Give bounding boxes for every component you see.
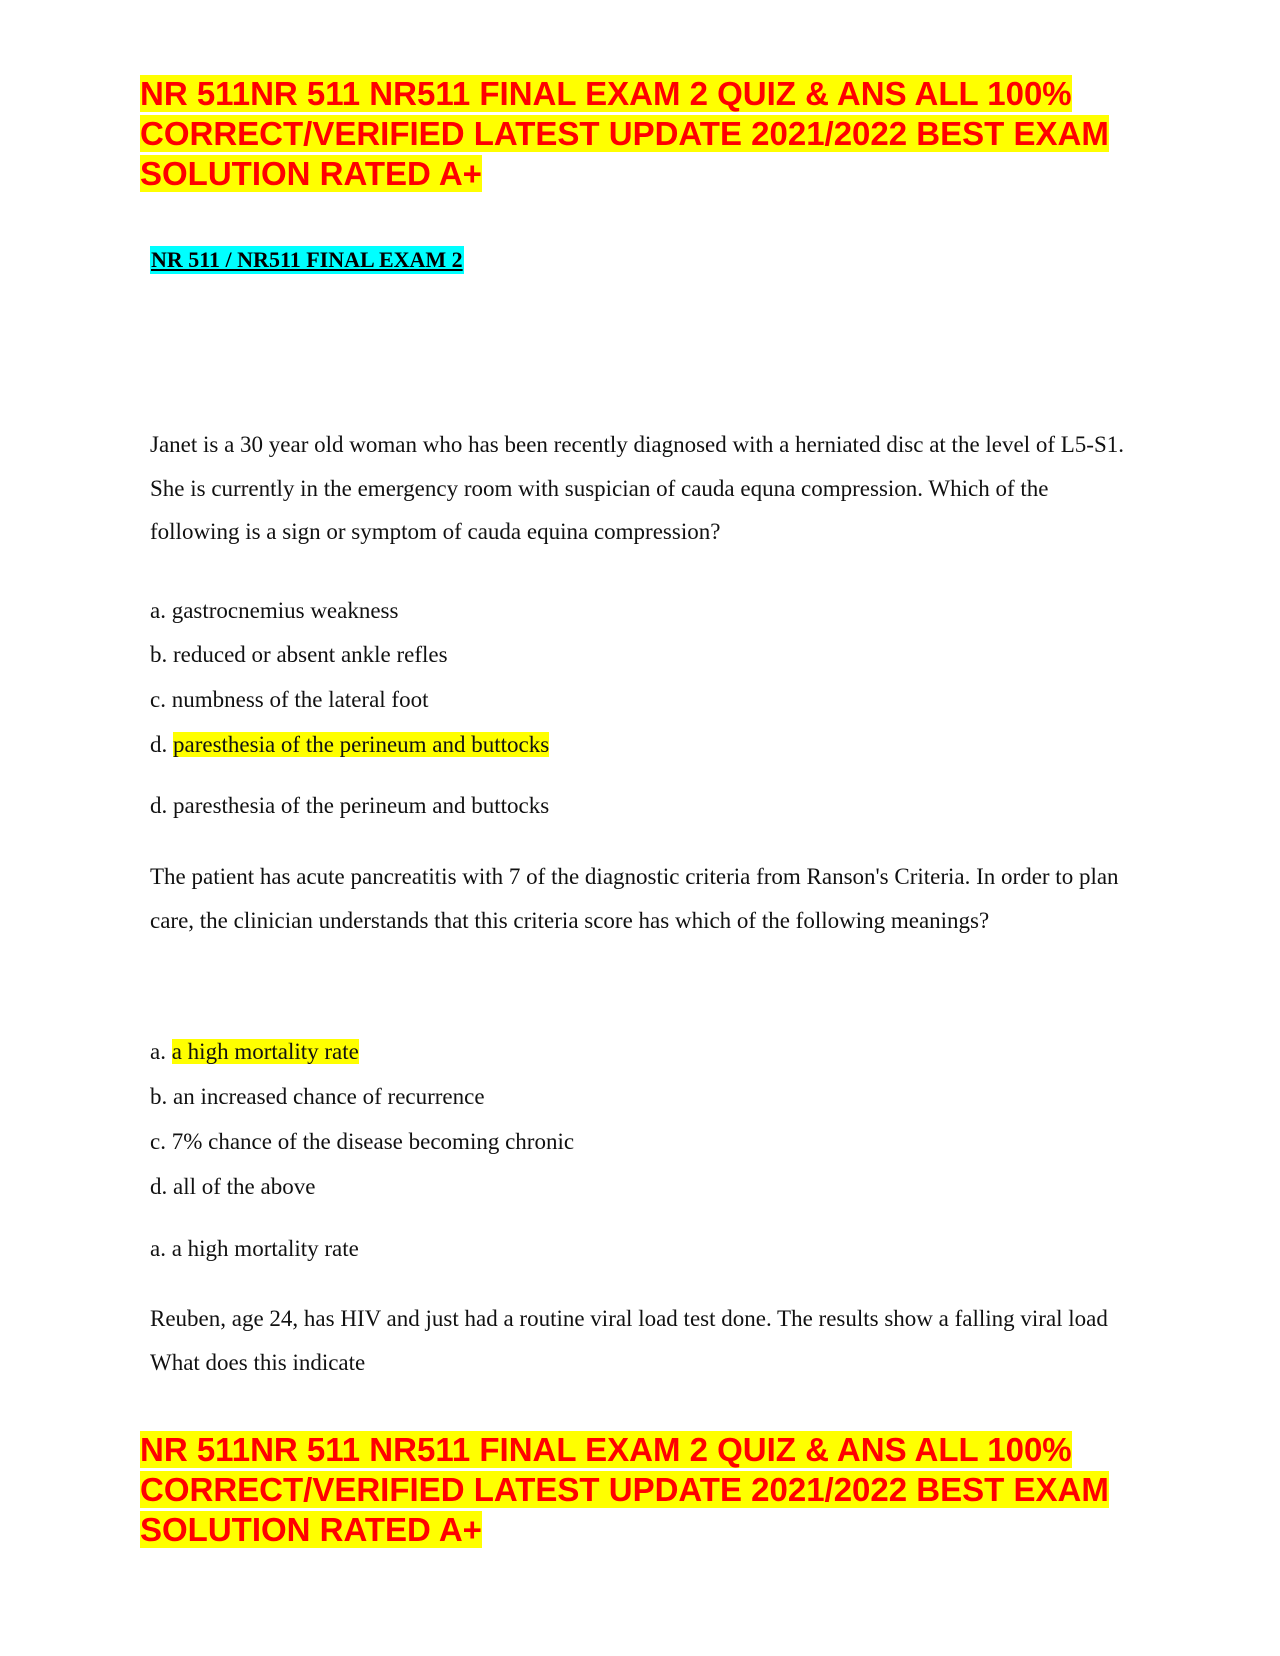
question-1-option-a bbox=[150, 596, 398, 626]
question-3-stem: Reuben, age 24, has HIV and just had a routine viral load test done. The results show a falling viral load What does this indicate bbox=[150, 1306, 1108, 1375]
question-2-option-a bbox=[150, 1037, 359, 1067]
option-text: an increased chance of recurrence bbox=[173, 1084, 485, 1109]
banner-line-3: SOLUTION RATED A+ bbox=[140, 155, 482, 192]
question-1-option-c bbox=[150, 685, 428, 715]
question-2-option-b bbox=[150, 1082, 485, 1112]
question-1-option-b bbox=[150, 640, 448, 670]
header-banner bbox=[140, 74, 1140, 194]
option-prefix: b. bbox=[150, 642, 173, 667]
question-2-option-d bbox=[150, 1172, 315, 1202]
banner-line-1: NR 511NR 511 NR511 FINAL EXAM 2 QUIZ & ANS ALL 100% bbox=[140, 75, 1072, 112]
banner-line-1: NR 511NR 511 NR511 FINAL EXAM 2 QUIZ & ANS ALL 100% bbox=[140, 1431, 1072, 1468]
option-text: numbness of the lateral foot bbox=[171, 687, 429, 712]
banner-line-3: SOLUTION RATED A+ bbox=[140, 1511, 482, 1548]
question-2-stem: The patient has acute pancreatitis with 7 of the diagnostic criteria from Ranson's Criteria. In order to plan care, the clinician understands that this criteria score has which of the following meanings? bbox=[150, 864, 1119, 933]
question-2-option-c bbox=[150, 1127, 574, 1157]
question-1-option-d bbox=[150, 730, 549, 760]
option-prefix: b. bbox=[150, 1084, 173, 1109]
option-prefix: c. bbox=[150, 687, 172, 712]
banner-line-2: CORRECT/VERIFIED LATEST UPDATE 2021/2022 BEST EXAM bbox=[140, 1471, 1109, 1508]
option-text: all of the above bbox=[173, 1174, 316, 1199]
question-2-answer: a. a high mortality rate bbox=[150, 1236, 359, 1261]
question-1-answer: d. paresthesia of the perineum and buttocks bbox=[150, 793, 550, 818]
option-prefix: c. bbox=[150, 1129, 172, 1154]
option-prefix: a. bbox=[150, 598, 172, 623]
highlighted-answer: paresthesia of the perineum and buttocks bbox=[173, 732, 550, 757]
option-prefix: a. bbox=[150, 1039, 172, 1064]
option-text: 7% chance of the disease becoming chronic bbox=[171, 1129, 575, 1154]
option-prefix: d. bbox=[150, 1174, 173, 1199]
option-text: gastrocnemius weakness bbox=[171, 598, 399, 623]
highlighted-answer: a high mortality rate bbox=[171, 1039, 359, 1064]
option-text: reduced or absent ankle refles bbox=[173, 642, 448, 667]
option-prefix: d. bbox=[150, 732, 173, 757]
question-1-stem: Janet is a 30 year old woman who has been recently diagnosed with a herniated disc at the level of L5-S1. She is currently in the emergency room with suspician of cauda equna compression. Which of the following is a sign or symptom of cauda equina compression? bbox=[150, 432, 1125, 544]
footer-banner bbox=[140, 1430, 1140, 1550]
banner-line-2: CORRECT/VERIFIED LATEST UPDATE 2021/2022 BEST EXAM bbox=[140, 115, 1109, 152]
exam-subtitle: NR 511 / NR511 FINAL EXAM 2 bbox=[151, 247, 463, 272]
